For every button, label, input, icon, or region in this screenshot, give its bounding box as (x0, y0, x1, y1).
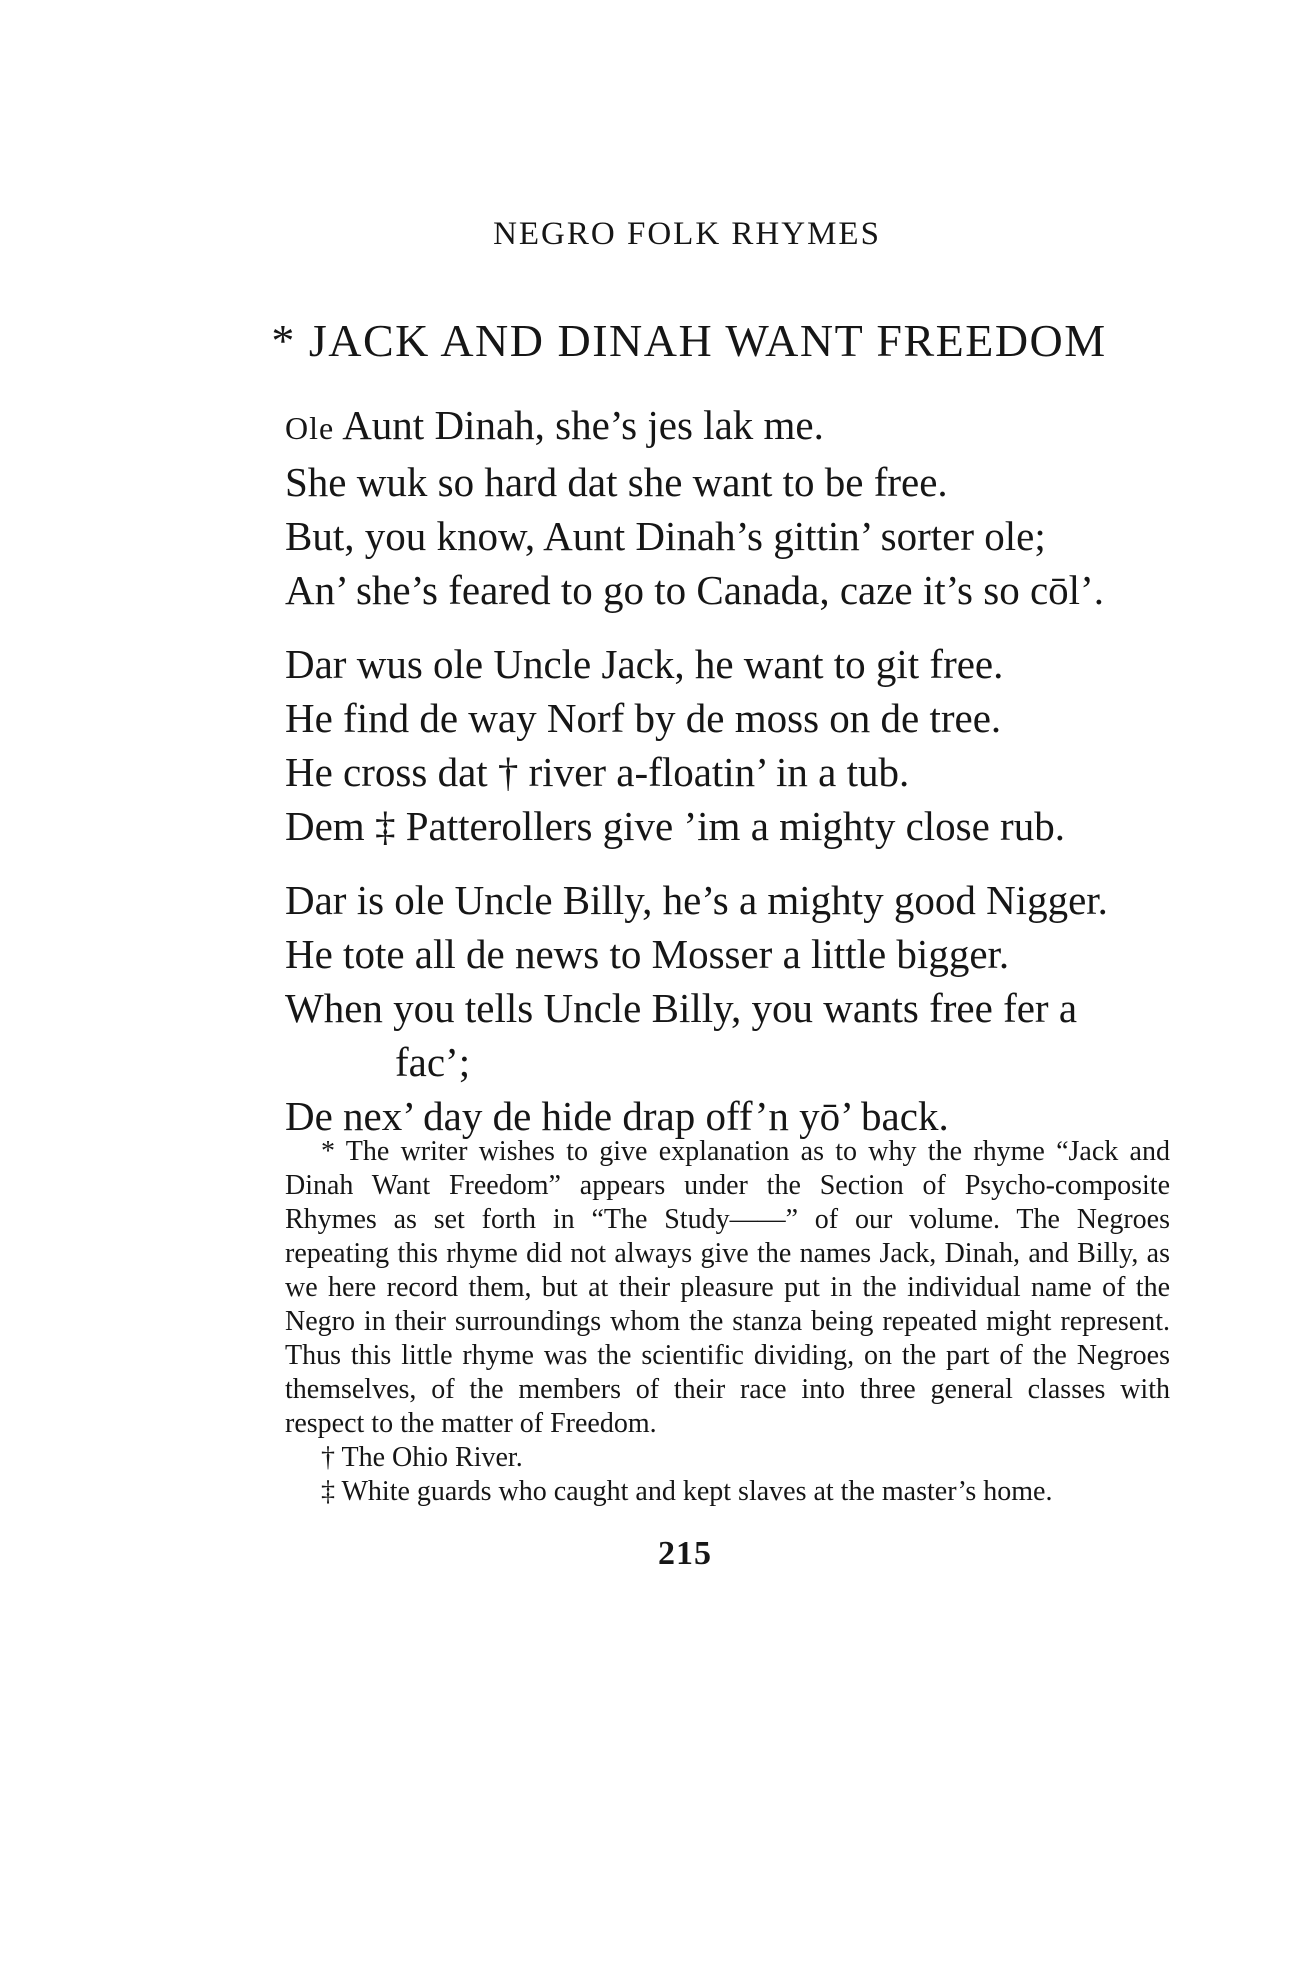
footnote-double-dagger: ‡ White guards who caught and kept slaves at the master’s home. (321, 1476, 1053, 1507)
poem-title: * JACK AND DINAH WANT FREEDOM (271, 315, 1107, 366)
poem-line: An’ she’s feared to go to Canada, caze it’s so cōl’. (285, 567, 1104, 613)
poem-line: But, you know, Aunt Dinah’s gittin’ sorter ole; (285, 513, 1046, 559)
page-number: 215 (658, 1535, 712, 1572)
poem-line (285, 398, 1175, 455)
poem-line: When you tells Uncle Billy, you wants free fer a (285, 985, 1078, 1031)
stanza-2 (285, 637, 1175, 853)
stanza-1 (285, 398, 1175, 617)
stanza-3 (285, 873, 1175, 1143)
line-lead-smallcap: Ole (285, 410, 335, 446)
poem-line: De nex’ day de hide drap off’n yō’ back. (285, 1093, 949, 1139)
poem-line: He cross dat † river a-floatin’ in a tub. (285, 749, 910, 795)
poem-line-continuation: fac’; (395, 1039, 471, 1085)
footnotes (285, 1135, 1170, 1509)
footnote-dagger: † The Ohio River. (321, 1442, 523, 1473)
poem-body (285, 398, 1175, 1163)
poem-line: He tote all de news to Mosser a little bigger. (285, 931, 1010, 977)
line-text: Aunt Dinah, she’s jes lak me. (334, 402, 824, 448)
footnote-asterisk: * The writer wishes to give explanation as to why the rhyme “Jack and Dinah Want Freedom” appears under the Section of Psycho-composite Rhymes as set forth in “The Study——” of our volume. The Negroes repeating this rhyme did not always give the names Jack, Dinah, and Billy, as we here record them, but at their pleasure put in the individual name of the Negro in their surroundings whom the stanza being repeated might represent. Thus this little rhyme was the scientific dividing, on the part of the Negroes themselves, of the members of their race into three general classes with respect to the matter of Freedom. (285, 1136, 1170, 1439)
poem-line: Dar is ole Uncle Billy, he’s a mighty good Nigger. (285, 877, 1108, 923)
poem-line: He find de way Norf by de moss on de tree. (285, 695, 1002, 741)
poem-line: She wuk so hard dat she want to be free. (285, 459, 948, 505)
poem-line: Dem ‡ Patterollers give ’im a mighty close rub. (285, 803, 1065, 849)
poem-line: Dar wus ole Uncle Jack, he want to git free. (285, 641, 1004, 687)
running-head: NEGRO FOLK RHYMES (493, 216, 881, 252)
